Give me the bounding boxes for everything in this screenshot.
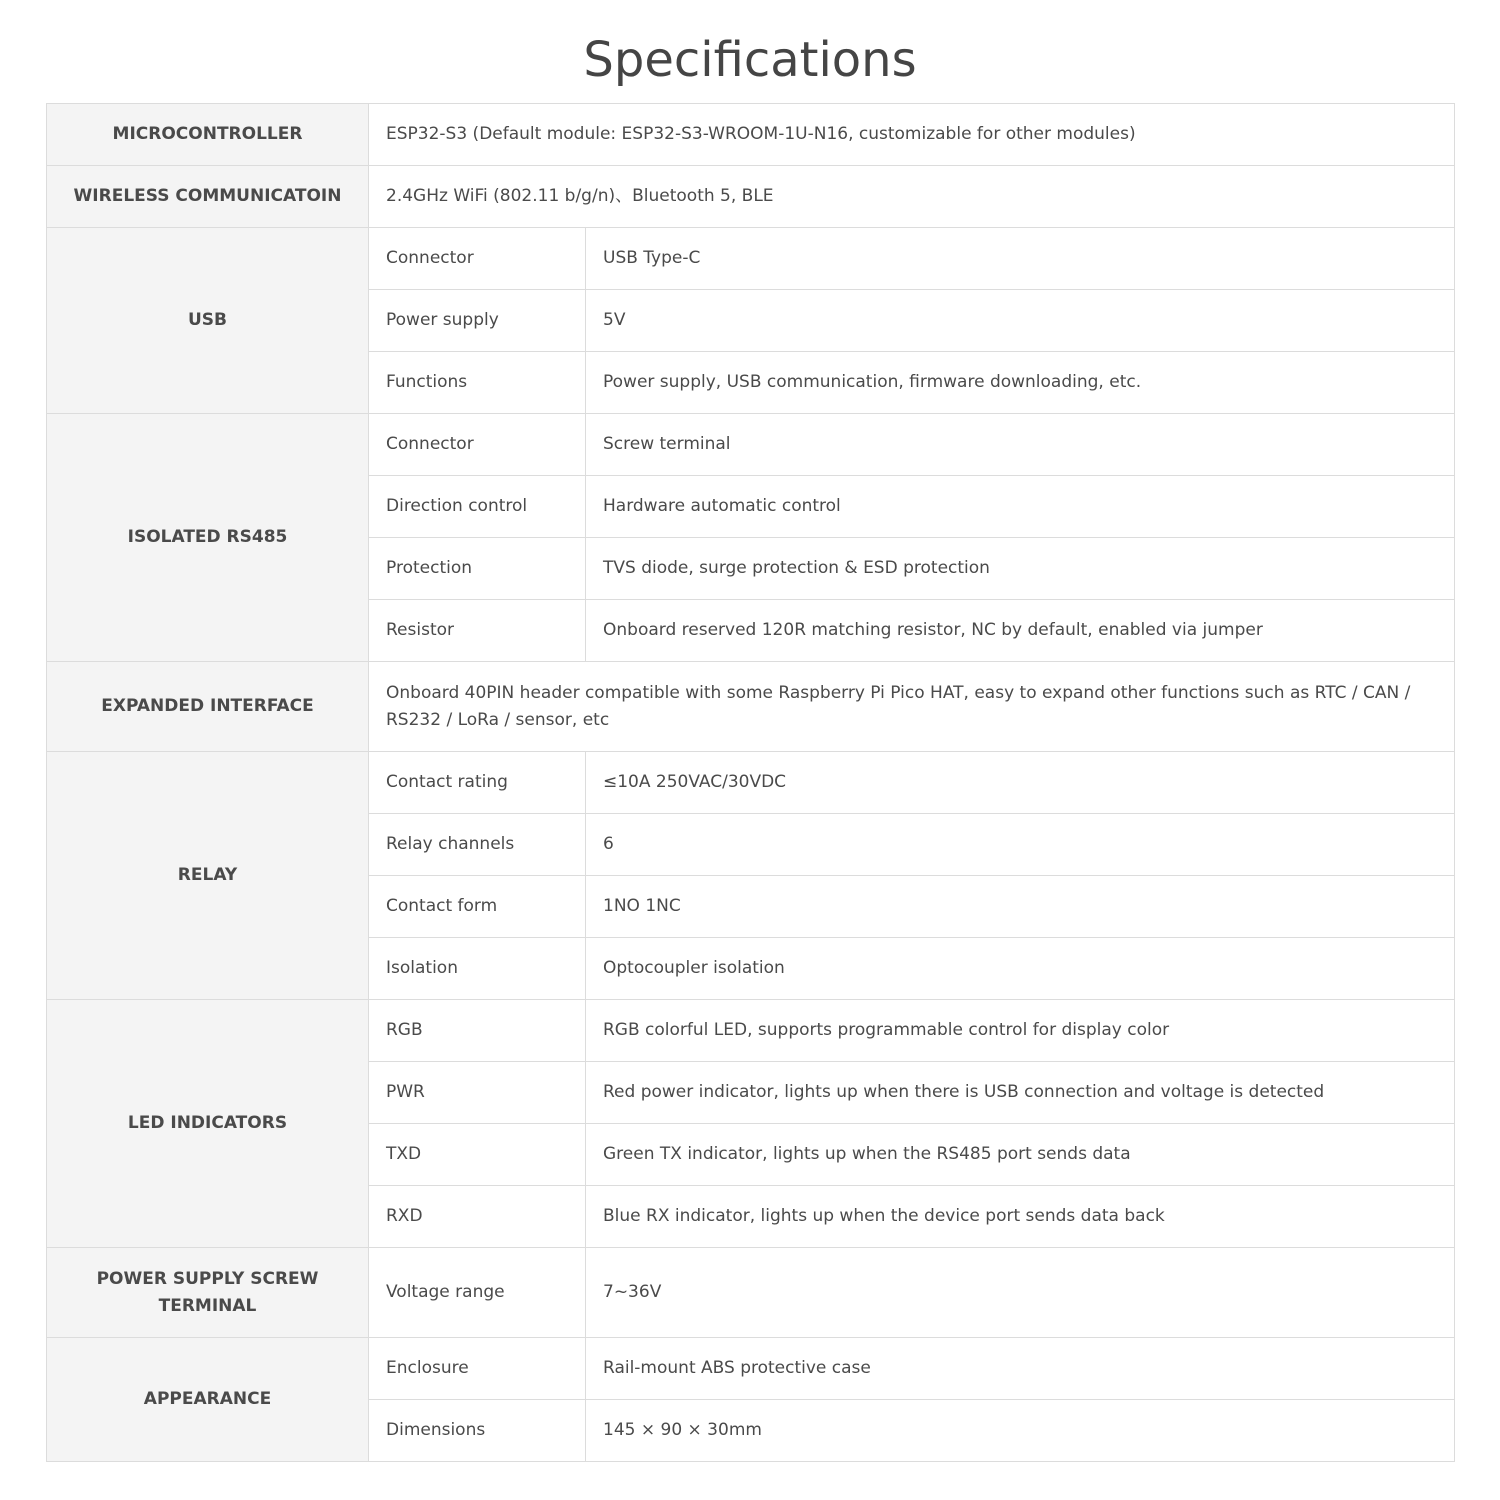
category-led-indicators: LED INDICATORS — [47, 1000, 369, 1248]
spec-table — [46, 103, 1455, 1462]
spec-label: Protection — [369, 538, 586, 600]
spec-value: Onboard 40PIN header compatible with some Raspberry Pi Pico HAT, easy to expand other functions such as RTC / CAN / RS232 / LoRa / sensor, etc — [369, 662, 1455, 752]
spec-label: Connector — [369, 414, 586, 476]
category-microcontroller: MICROCONTROLLER — [47, 104, 369, 166]
spec-value: RGB colorful LED, supports programmable control for display color — [586, 1000, 1455, 1062]
category-rs485: ISOLATED RS485 — [47, 414, 369, 662]
spec-value: Hardware automatic control — [586, 476, 1455, 538]
spec-value: ≤10A 250VAC/30VDC — [586, 752, 1455, 814]
spec-value: 145 × 90 × 30mm — [586, 1400, 1455, 1462]
spec-value: Green TX indicator, lights up when the RS485 port sends data — [586, 1124, 1455, 1186]
table-row — [47, 1248, 1455, 1338]
spec-label: Direction control — [369, 476, 586, 538]
table-row — [47, 752, 1455, 814]
table-row — [47, 166, 1455, 228]
spec-value: Power supply, USB communication, firmware downloading, etc. — [586, 352, 1455, 414]
category-relay: RELAY — [47, 752, 369, 1000]
table-row — [47, 1000, 1455, 1062]
category-usb: USB — [47, 228, 369, 414]
spec-label: Power supply — [369, 290, 586, 352]
category-appearance: APPEARANCE — [47, 1338, 369, 1462]
spec-value: Screw terminal — [586, 414, 1455, 476]
category-power-supply-screw-terminal: POWER SUPPLY SCREW TERMINAL — [47, 1248, 369, 1338]
spec-label: Functions — [369, 352, 586, 414]
page-title: Specifications — [583, 32, 917, 88]
table-row — [47, 1338, 1455, 1400]
spec-label: Connector — [369, 228, 586, 290]
spec-value: Optocoupler isolation — [586, 938, 1455, 1000]
spec-value: TVS diode, surge protection & ESD protection — [586, 538, 1455, 600]
spec-value: 1NO 1NC — [586, 876, 1455, 938]
spec-label: RXD — [369, 1186, 586, 1248]
spec-label: Isolation — [369, 938, 586, 1000]
spec-value: 2.4GHz WiFi (802.11 b/g/n)、Bluetooth 5, BLE — [369, 166, 1455, 228]
spec-label: RGB — [369, 1000, 586, 1062]
spec-label: Contact form — [369, 876, 586, 938]
table-row — [47, 228, 1455, 290]
table-row — [47, 414, 1455, 476]
spec-label: Voltage range — [369, 1248, 586, 1338]
table-row — [47, 662, 1455, 752]
category-wireless: WIRELESS COMMUNICATOIN — [47, 166, 369, 228]
spec-value: 6 — [586, 814, 1455, 876]
spec-label: Relay channels — [369, 814, 586, 876]
spec-label: PWR — [369, 1062, 586, 1124]
spec-label: Contact rating — [369, 752, 586, 814]
spec-label: TXD — [369, 1124, 586, 1186]
spec-value: Rail-mount ABS protective case — [586, 1338, 1455, 1400]
spec-value: ESP32-S3 (Default module: ESP32-S3-WROOM-1U-N16, customizable for other modules) — [369, 104, 1455, 166]
spec-value: Blue RX indicator, lights up when the device port sends data back — [586, 1186, 1455, 1248]
spec-value: USB Type-C — [586, 228, 1455, 290]
spec-value: Onboard reserved 120R matching resistor, NC by default, enabled via jumper — [586, 600, 1455, 662]
spec-label: Enclosure — [369, 1338, 586, 1400]
spec-label: Dimensions — [369, 1400, 586, 1462]
spec-value: Red power indicator, lights up when there is USB connection and voltage is detected — [586, 1062, 1455, 1124]
category-expanded-interface: EXPANDED INTERFACE — [47, 662, 369, 752]
table-row — [47, 104, 1455, 166]
spec-value: 7~36V — [586, 1248, 1455, 1338]
spec-label: Resistor — [369, 600, 586, 662]
spec-value: 5V — [586, 290, 1455, 352]
